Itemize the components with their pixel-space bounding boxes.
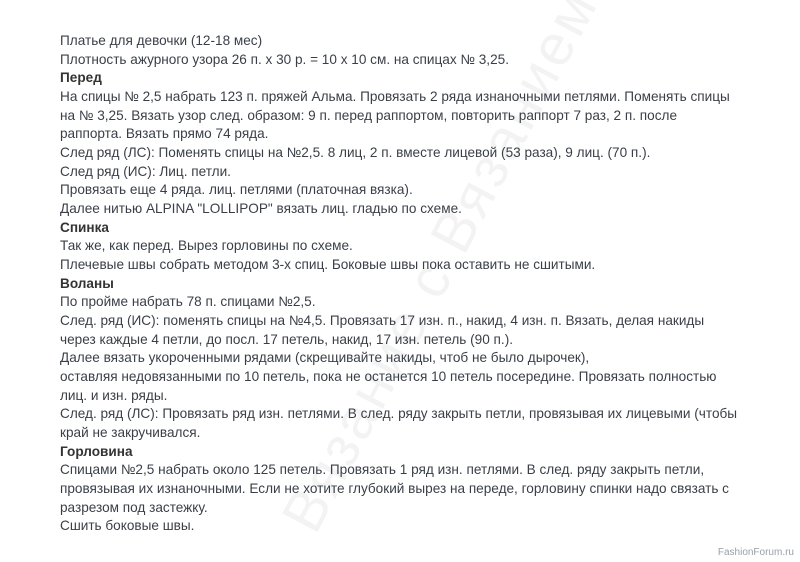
text-line: Далее нитью ALPINA "LOLLIPOP" вязать лиц. гладью по схеме. — [60, 200, 462, 216]
text-line: Платье для девочки (12-18 мес) — [60, 33, 263, 48]
text-line: На спицы № 2,5 набрать 123 п. пряжей Альма. Провязать 2 ряда изнаночными петлями. Поменять спицы — [60, 88, 730, 104]
text-line: через каждые 4 петли, до посл. 17 петель, накид, 17 изн. петель (90 п.). — [60, 331, 513, 347]
text-line: край не закручивался. — [60, 424, 201, 440]
section-heading: Перед — [60, 70, 102, 86]
text-line: разрезом под застежку. — [60, 499, 208, 515]
section-heading: Воланы — [60, 275, 114, 291]
text-line: на № 3,25. Вязать узор след. образом: 9 п. перед раппортом, повторить раппорт 7 раз, 2 п. после — [60, 107, 678, 123]
text-line: След. ряд (ЛС): Провязать ряд изн. петлями. В след. ряду закрыть петли, провязывая их лицевыми (чтобы — [60, 406, 738, 422]
section-heading: Спинка — [60, 219, 109, 235]
section-heading: Горловина — [60, 443, 133, 459]
text-line: Провязать еще 4 ряда. лиц. петлями (платочная вязка). — [60, 182, 413, 198]
text-line: Плечевые швы собрать методом 3-х спиц. Боковые швы пока оставить не сшитыми. — [60, 256, 596, 272]
text-line: провязывая их изнаночными. Если не хотите глубокий вырез на переде, горловину спинки надо связать с — [60, 480, 729, 496]
text-line: След ряд (ЛС): Поменять спицы на №2,5. 8 лиц, 2 п. вместе лицевой (53 раза), 9 лиц. (70 п.). — [60, 144, 651, 160]
site-watermark: FashionForum.ru — [717, 547, 794, 558]
text-line: След ряд (ИС): Лиц. петли. — [60, 163, 231, 179]
text-line: лиц. и изн. ряды. — [60, 387, 168, 403]
text-line: След. ряд (ИС): поменять спицы на №4,5. Провязать 17 изн. п., накид, 4 изн. п. Вязать, делая накиды — [60, 312, 705, 328]
text-line: Так же, как перед. Вырез горловины по схеме. — [60, 238, 353, 254]
text-line: Сшить боковые швы. — [60, 518, 195, 534]
text-line: раппорта. Вязать прямо 74 ряда. — [60, 126, 269, 142]
text-line: Далее вязать укороченными рядами (скрещивайте накиды, чтоб не было дырочек), — [60, 350, 590, 366]
text-line: Плотность ажурного узора 26 п. х 30 р. = 10 х 10 см. на спицах № 3,25. — [60, 51, 509, 67]
text-line: Спицами №2,5 набрать около 125 петель. Провязать 1 ряд изн. петлями. В след. ряду закрыть петли, — [60, 462, 705, 478]
text-line: По пройме набрать 78 п. спицами №2,5. — [60, 294, 316, 310]
text-line: оставляя недовязанными по 10 петель, пока не останется 10 петель посередине. Провязать полностью — [60, 368, 717, 384]
